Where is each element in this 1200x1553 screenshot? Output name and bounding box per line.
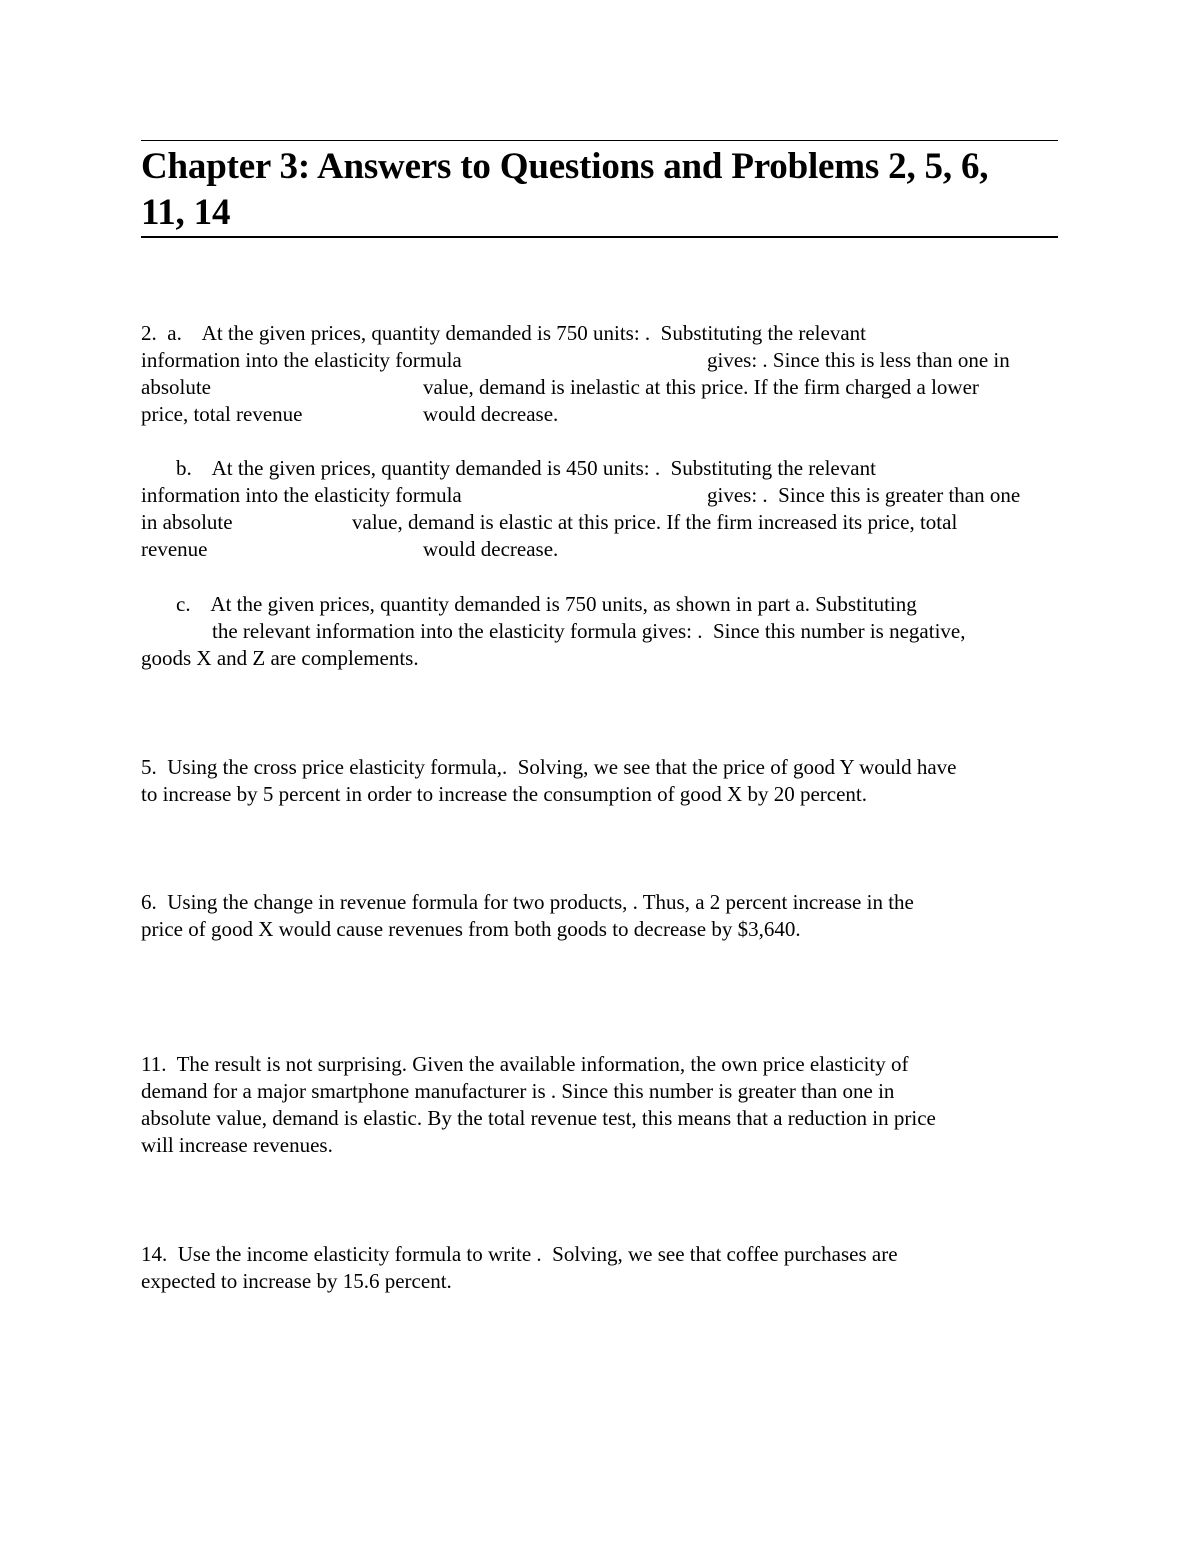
answer-5-line: to increase by 5 percent in order to increase the consumption of good X by 20 percent. <box>141 782 868 806</box>
answer-2a-line: information into the elasticity formula <box>141 348 462 372</box>
answer-14-line: expected to increase by 15.6 percent. <box>141 1269 452 1293</box>
title-bottom-rule <box>141 236 1058 238</box>
answer-2a-line: would decrease. <box>423 402 559 426</box>
answer-2b-line: gives: . Since this is greater than one <box>707 483 1021 507</box>
answer-2a-line: value, demand is inelastic at this price. If the firm charged a lower <box>423 375 979 399</box>
answer-2b-line: would decrease. <box>423 537 559 561</box>
answer-5-line: 5. Using the cross price elasticity formula,. Solving, we see that the price of good Y would have <box>141 755 957 779</box>
answer-2c-line: the relevant information into the elasticity formula gives: . Since this number is negative, <box>212 619 966 643</box>
answer-2a-line: absolute <box>141 375 211 399</box>
answer-2b-line: value, demand is elastic at this price. If the firm increased its price, total <box>352 510 958 534</box>
answer-14-line: 14. Use the income elasticity formula to write . Solving, we see that coffee purchases are <box>141 1242 898 1266</box>
answer-6-line: 6. Using the change in revenue formula for two products, . Thus, a 2 percent increase in the <box>141 890 914 914</box>
answer-11-line: 11. The result is not surprising. Given the available information, the own price elasticity of <box>141 1052 909 1076</box>
answer-2a-line: price, total revenue <box>141 402 303 426</box>
answer-2b-line: in absolute <box>141 510 233 534</box>
answer-2c-line: goods X and Z are complements. <box>141 646 419 670</box>
answer-2c-line: c. At the given prices, quantity demanded is 750 units, as shown in part a. Substituting <box>176 592 917 616</box>
answer-6-line: price of good X would cause revenues from both goods to decrease by $3,640. <box>141 917 801 941</box>
page-title <box>141 144 1061 236</box>
title-line-1: Chapter 3: Answers to Questions and Problems 2, 5, 6, <box>141 146 989 187</box>
title-line-2: 11, 14 <box>141 192 231 233</box>
answer-2a-line: gives: . Since this is less than one in <box>707 348 1010 372</box>
answer-11-line: absolute value, demand is elastic. By the total revenue test, this means that a reduction in price <box>141 1106 936 1130</box>
answer-2a-line: 2. a. At the given prices, quantity demanded is 750 units: . Substituting the relevant <box>141 321 866 345</box>
answer-11-line: will increase revenues. <box>141 1133 333 1157</box>
answer-11-line: demand for a major smartphone manufacturer is . Since this number is greater than one in <box>141 1079 895 1103</box>
title-top-rule <box>141 140 1058 141</box>
answer-2b-line: revenue <box>141 537 208 561</box>
answer-2b-line: b. At the given prices, quantity demanded is 450 units: . Substituting the relevant <box>176 456 876 480</box>
answer-2b-line: information into the elasticity formula <box>141 483 462 507</box>
